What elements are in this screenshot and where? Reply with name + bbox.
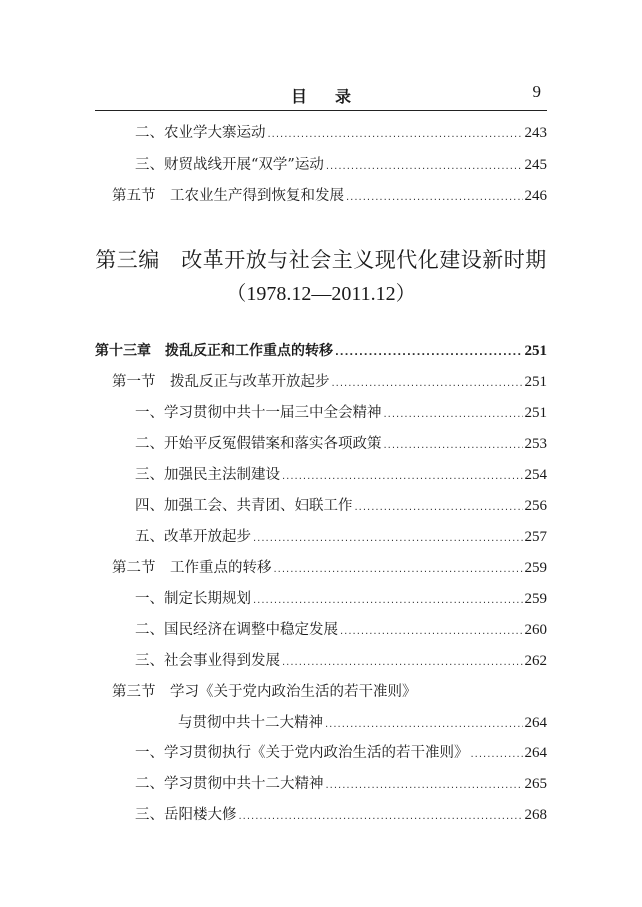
toc-entry-page: 253	[524, 436, 547, 452]
toc-entry[interactable]	[135, 773, 547, 795]
toc-entry-label: 二、学习贯彻中共十二大精神	[135, 776, 324, 792]
page-header	[95, 80, 547, 106]
toc-entry[interactable]	[135, 433, 547, 455]
toc-entry[interactable]	[135, 742, 547, 764]
toc-leader	[346, 187, 523, 209]
toc-entry-label: 第三节 学习《关于党内政治生活的若干准则》	[112, 684, 417, 700]
toc-entry-label: 五、改革开放起步	[135, 529, 251, 545]
toc-leader	[253, 590, 523, 612]
toc-leader	[326, 156, 523, 178]
toc-leader	[332, 373, 523, 395]
toc-entry[interactable]	[112, 185, 547, 207]
toc-entry-label: 第一节 拨乱反正与改革开放起步	[112, 374, 330, 390]
part-title: 第三编 改革开放与社会主义现代化建设新时期	[95, 248, 547, 272]
toc-leader	[274, 559, 523, 581]
toc-entry-page: 243	[524, 125, 547, 141]
toc-entry-page: 264	[524, 745, 547, 761]
toc-leader	[253, 528, 523, 550]
toc-chapter-label: 第十三章 拨乱反正和工作重点的转移	[95, 343, 333, 359]
toc-entry-page: 268	[524, 807, 547, 823]
toc-entry-page: 259	[524, 591, 547, 607]
toc-entry-label: 一、学习贯彻执行《关于党内政治生活的若干准则》	[135, 745, 469, 761]
toc-leader	[335, 342, 523, 364]
toc-leader	[325, 714, 523, 736]
toc-entry-page: 245	[524, 157, 547, 173]
toc-entry-page: 256	[524, 498, 547, 514]
toc-entry[interactable]	[135, 122, 547, 144]
toc-entry-label: 一、学习贯彻中共十一届三中全会精神	[135, 405, 382, 421]
toc-entry[interactable]	[135, 619, 547, 641]
toc-section[interactable]	[112, 681, 547, 703]
toc-entry-label: 三、岳阳楼大修	[135, 807, 237, 823]
toc-entry-page: 246	[524, 188, 547, 204]
part-years: （1978.12—2011.12）	[226, 283, 416, 305]
toc-entry-label: 三、加强民主法制建设	[135, 467, 280, 483]
toc-entry-label: 三、社会事业得到发展	[135, 653, 280, 669]
toc-entry-label: 二、农业学大寨运动	[135, 125, 266, 141]
toc-entry-page: 262	[524, 653, 547, 669]
toc-entry-label: 一、制定长期规划	[135, 591, 251, 607]
toc-entry-label: 第二节 工作重点的转移	[112, 560, 272, 576]
toc-entry-label: 四、加强工会、共青团、妇联工作	[135, 498, 353, 514]
toc-section-continued[interactable]	[178, 712, 547, 734]
toc-leader	[282, 466, 523, 488]
toc-entry-page: 257	[524, 529, 547, 545]
toc-section[interactable]	[112, 371, 547, 393]
toc-entry-page: 251	[524, 374, 547, 390]
toc-leader	[355, 497, 523, 519]
toc-entry-label: 与贯彻中共十二大精神	[178, 715, 323, 731]
toc-entry[interactable]	[135, 402, 547, 424]
toc-entry-page: 251	[524, 405, 547, 421]
toc-entry-page: 254	[524, 467, 547, 483]
toc-entry-page: 264	[524, 715, 547, 731]
toc-entry[interactable]	[135, 588, 547, 610]
toc-entry-label: 三、财贸战线开展“双学”运动	[135, 157, 324, 173]
toc-entry[interactable]	[135, 526, 547, 548]
toc-leader	[282, 652, 523, 674]
toc-leader	[384, 404, 523, 426]
toc-entry-page: 265	[524, 776, 547, 792]
page-number: 9	[532, 82, 541, 101]
toc-entry[interactable]	[135, 154, 547, 176]
toc-leader	[471, 744, 523, 766]
toc-chapter-page: 251	[524, 343, 547, 359]
toc-entry-page: 260	[524, 622, 547, 638]
toc-entry-label: 第五节 工农业生产得到恢复和发展	[112, 188, 344, 204]
toc-leader	[268, 124, 523, 146]
toc-entry[interactable]	[135, 650, 547, 672]
toc-leader	[384, 435, 523, 457]
toc-entry-label: 二、开始平反冤假错案和落实各项政策	[135, 436, 382, 452]
toc-entry[interactable]	[135, 804, 547, 826]
page-title: 目录	[290, 87, 379, 106]
toc-entry[interactable]	[135, 464, 547, 486]
toc-entry-label: 二、国民经济在调整中稳定发展	[135, 622, 338, 638]
toc-entry-page: 259	[524, 560, 547, 576]
header-rule	[95, 110, 547, 111]
toc-entry[interactable]	[135, 495, 547, 517]
toc-leader	[340, 621, 523, 643]
toc-leader	[326, 775, 523, 797]
toc-section[interactable]	[112, 557, 547, 579]
toc-chapter[interactable]	[95, 340, 547, 362]
toc-leader	[239, 806, 523, 828]
